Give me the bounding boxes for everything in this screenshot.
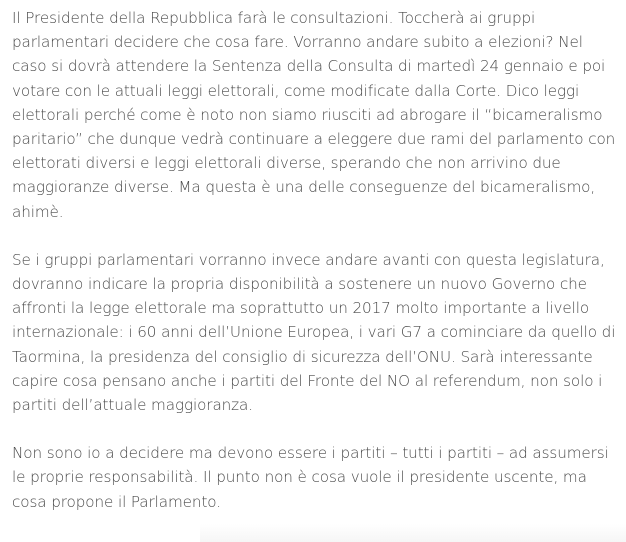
text-line: le proprie responsabilità. Il punto non è cosa vuole il presidente uscente, ma: [12, 468, 587, 487]
paragraph-legislatura: [12, 248, 622, 417]
text-line: parlamentari decidere che cosa fare. Vorranno andare subito a elezioni? Nel: [12, 33, 583, 52]
text-line: votare con le attuali leggi elettorali, come modificate dalla Corte. Dico leggi: [12, 81, 580, 100]
text-line: Non sono io a decidere ma devono essere i partiti – tutti i partiti – ad assumersi: [12, 444, 609, 463]
text-line: partiti dell’attuale maggioranza.: [12, 396, 253, 415]
text-line: elettorali perché come è noto non siamo riusciti ad abrogare il “bicameralismo: [12, 105, 603, 124]
text-line: caso si dovrà attendere la Sentenza della Consulta di martedì 24 gennaio e poi: [12, 57, 606, 76]
text-line: capire cosa pensano anche i partiti del Fronte del NO al referendum, non solo i: [12, 371, 603, 390]
text-line: internazionale: i 60 anni dell’Unione Europea, i vari G7 a cominciare da quello di: [12, 323, 616, 342]
text-line: elettorati diversi e leggi elettorali diverse, sperando che non arrivino due: [12, 154, 561, 173]
text-line: paritario” che dunque vedrà continuare a eleggere due rami del parlamento con: [12, 130, 616, 149]
text-line: dovranno indicare la propria disponibilità a sostenere un nuovo Governo che: [12, 275, 587, 294]
text-line: ahimè.: [12, 202, 64, 221]
text-line: affronti la legge elettorale ma soprattutto un 2017 molto importante a livello: [12, 299, 590, 318]
bottom-fade: [200, 524, 626, 542]
text-line: Se i gruppi parlamentari vorranno invece andare avanti con questa legislatura,: [12, 250, 605, 269]
text-line: Taormina, la presidenza del consiglio di sicurezza dell’ONU. Sarà interessante: [12, 347, 593, 366]
article-body: [12, 6, 622, 514]
text-line: cosa propone il Parlamento.: [12, 492, 221, 511]
text-line: maggioranze diverse. Ma questa è una delle conseguenze del bicameralismo,: [12, 178, 596, 197]
paragraph-responsabilita: [12, 441, 622, 514]
text-line: Il Presidente della Repubblica farà le consultazioni. Toccherà ai gruppi: [12, 9, 536, 27]
paragraph-consultazioni: [12, 6, 622, 224]
